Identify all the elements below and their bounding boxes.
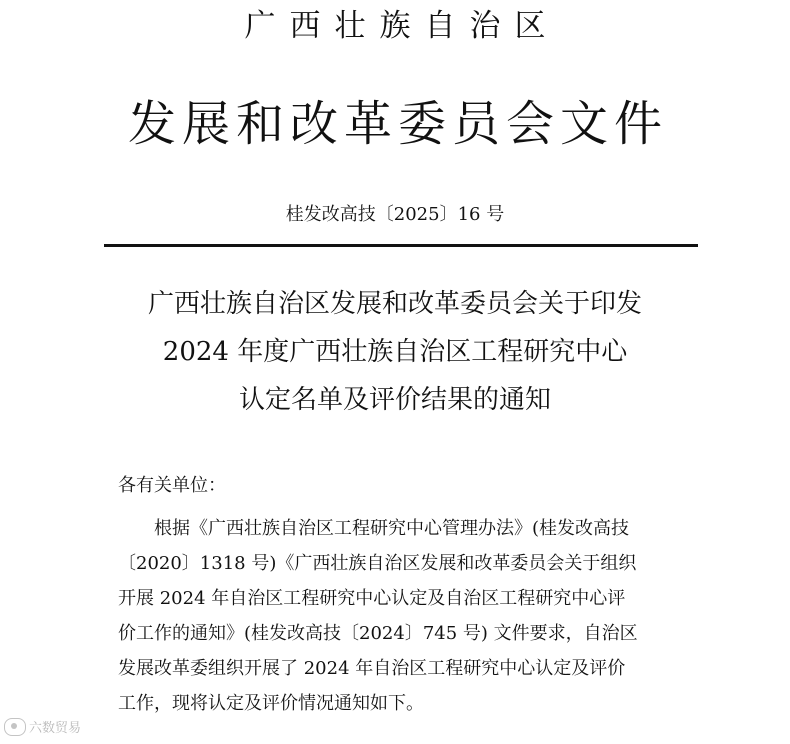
- paragraph-line: 开展 2024 年自治区工程研究中心认定及自治区工程研究中心评: [118, 588, 626, 609]
- salutation: 各有关单位：: [118, 475, 226, 496]
- issuer-name-line2: 发展和改革委员会文件: [127, 96, 668, 152]
- body-paragraph: [118, 511, 698, 721]
- title-line: 认定名单及评价结果的通知: [238, 385, 551, 415]
- paragraph-line: 发展改革委组织开展了 2024 年自治区工程研究中心认定及评价: [118, 658, 626, 679]
- title-line: 广西壮族自治区发展和改革委员会关于印发: [147, 289, 642, 319]
- document-number: 桂发改高技〔2025〕16 号: [285, 204, 505, 225]
- paragraph-line: 价工作的通知》(桂发改高技〔2024〕745 号) 文件要求，自治区: [118, 623, 638, 644]
- document-title: [0, 280, 790, 424]
- paragraph-line: 〔2020〕1318 号)《广西壮族自治区发展和改革委员会关于组织: [118, 553, 637, 574]
- paragraph-line: 根据《广西壮族自治区工程研究中心管理办法》(桂发改高技: [118, 518, 630, 539]
- paragraph-line: 工作，现将认定及评价情况通知如下。: [118, 693, 424, 714]
- watermark-logo-icon: [4, 718, 26, 736]
- title-line: 2024 年度广西壮族自治区工程研究中心: [162, 337, 628, 367]
- issuer-name-line1: 广西壮族自治区: [244, 8, 560, 44]
- watermark-text: 六数贸易: [29, 721, 82, 736]
- header-divider: [104, 244, 698, 247]
- watermark: [4, 717, 81, 736]
